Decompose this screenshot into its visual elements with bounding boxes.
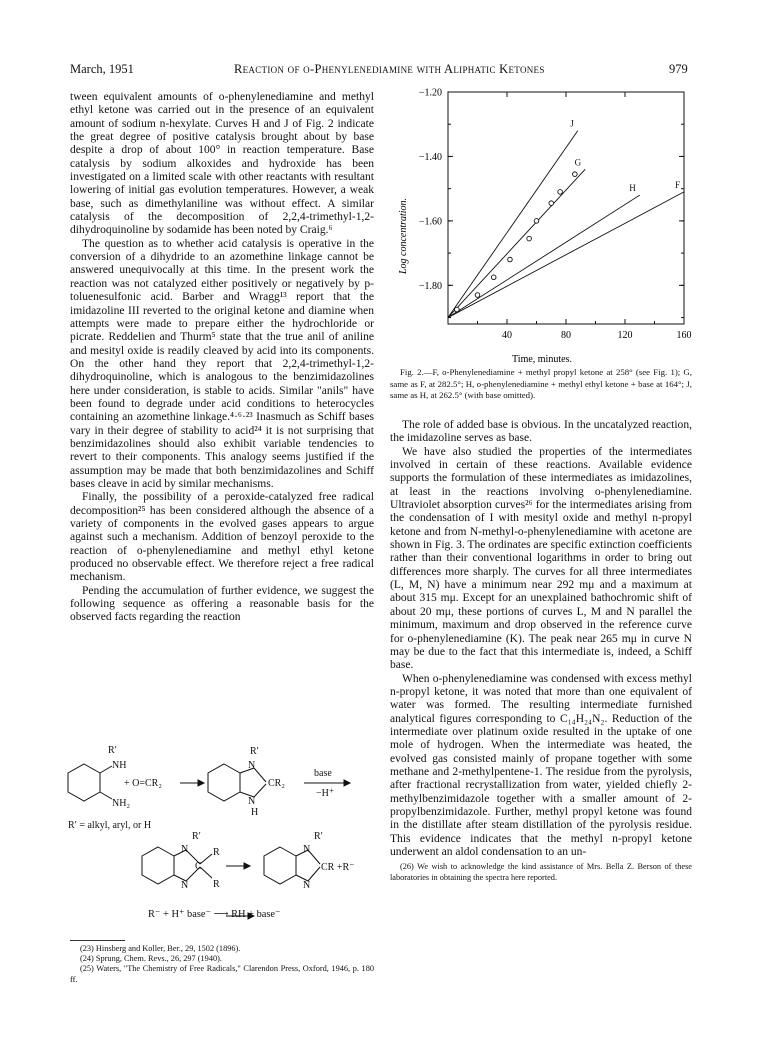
minus-h-label: −H⁺ bbox=[316, 788, 335, 799]
data-point bbox=[558, 190, 563, 195]
paragraph: The role of added base is obvious. In the uncatalyzed reaction, the imidazoline serves as base. bbox=[390, 419, 692, 445]
series-label-H: H bbox=[629, 183, 636, 194]
benzene-ring bbox=[142, 847, 174, 884]
plot-frame bbox=[448, 92, 684, 324]
series-label-J: J bbox=[570, 118, 574, 129]
data-point bbox=[475, 293, 480, 298]
paragraph: We have also studied the properties of the intermediates involved in certain of these reactions. Available evidence supports the formulation of these intermediates as imidazolines, at least in the reactions involving o-phenylenediamine. Ultraviolet absorption curves²⁶ for the intermediates arising from the condensation of I with mesityl oxide and methyl n-propyl ketone and from N-methyl-o-phenylenediamine with acetone are shown in Fig. 3. The ordinates are specific extinction coefficients rather than their conventional logarithms in order to bring out differences more sharply. The curves for all three intermediates (L, M, N) have a minimum near 292 mμ and a maximum at about 315 mμ. Except for an unexplained bathochromic shift of about 20 mμ, these portions of curves L, M and N parallel the minimum, maximum and drop observed in the reference curve for o-phenylenediamine (K). The peak near 265 mμ in curve N may be due to the fact that this intermediate is, indeed, a Schiff base. bbox=[390, 445, 692, 672]
series-label-G: G bbox=[574, 157, 582, 168]
x-tick-label: 120 bbox=[617, 330, 633, 341]
x-tick-label: 40 bbox=[502, 330, 512, 341]
y-axis-label: Log concentration. bbox=[398, 197, 409, 275]
data-point bbox=[549, 201, 554, 206]
series-label-F: F bbox=[674, 179, 680, 190]
right-column bbox=[390, 419, 692, 883]
r-prime-label: R′ bbox=[314, 831, 323, 842]
r-prime-label: R′ bbox=[192, 831, 201, 842]
left-column bbox=[70, 91, 374, 625]
page-number: 979 bbox=[669, 62, 688, 76]
cr-plus-label: CR +R⁻ bbox=[321, 862, 355, 873]
paragraph: When o-phenylenediamine was condensed with excess methyl n-propyl ketone, it was noted that more than one equivalent of water was formed. The resulting intermediate furnished analytical figures corresponding to C₁₄H₂₄N₂. Reduction of the intermediate over platinum oxide resulted in the uptake of one mole of hydrogen. When the intermediate was heated, the evolved gas consisted mainly of propane together with some methane and 2-methylpentene-1. The residue from the pyrolysis, after fractional recrystallization from water, yielded chiefly 2-methylbenzimidazole together with a smaller amount of 2-propylbenzimidazole. Further, methyl propyl ketone was found in the distillate after steam distillation of the pyrolysis residue. This evidence indicates that the methyl n-propyl ketone underwent an aldol condensation to an un- bbox=[390, 672, 692, 858]
r-definition: R′ = alkyl, aryl, or H bbox=[68, 820, 152, 831]
r-label: R bbox=[213, 879, 220, 890]
n-label: N bbox=[303, 844, 311, 855]
cr2-label: CR₂ bbox=[268, 778, 285, 789]
nh-label: NH bbox=[112, 760, 127, 771]
footnote-rule bbox=[70, 940, 125, 941]
data-point bbox=[534, 219, 539, 224]
series-line-F bbox=[448, 192, 684, 318]
n-label: N bbox=[181, 880, 189, 891]
x-axis-label: Time, minutes. bbox=[512, 354, 572, 365]
left-footnotes bbox=[70, 944, 374, 985]
data-point bbox=[527, 236, 532, 241]
y-tick-label: −1.60 bbox=[418, 216, 442, 228]
x-tick-label: 160 bbox=[676, 330, 692, 341]
c-label: C bbox=[195, 861, 202, 872]
base-label: base bbox=[314, 768, 332, 779]
data-point bbox=[508, 257, 513, 262]
footnote: (26) We wish to acknowledge the kind assistance of Mrs. Bella Z. Berson of these laboratories in obtaining the spectra here reported. bbox=[390, 862, 692, 882]
nh2-label: NH₂ bbox=[112, 798, 130, 809]
footnote: (23) Hinsberg and Koller, Ber., 29, 1502 (1896). bbox=[80, 944, 241, 953]
data-point bbox=[455, 307, 460, 312]
h-label: H bbox=[251, 807, 259, 818]
reaction-scheme bbox=[62, 742, 382, 930]
ketone-label: + O=CR₂ bbox=[124, 778, 162, 789]
footnote: (24) Sprung, Chem. Revs., 26, 297 (1940). bbox=[80, 954, 222, 964]
n-label: N bbox=[303, 880, 311, 891]
x-tick-label: 80 bbox=[561, 330, 571, 341]
figure-caption bbox=[390, 367, 692, 402]
paragraph: Pending the accumulation of further evidence, we suggest the following sequence as offering a reasonable basis for the observed facts regarding the reaction bbox=[70, 584, 374, 624]
series-line-J bbox=[448, 131, 578, 318]
paragraph: Finally, the possibility of a peroxide-catalyzed free radical decomposition²⁵ has been considered although the absence of a variety of components in the evolved gases appears to argue against such a mechanism. Addition of benzoyl peroxide to the reaction of o-phenylenediamine and methyl ethyl ketone produced no observable effect. We therefore reject a free radical mechanism. bbox=[70, 491, 374, 584]
paragraph: The question as to whether acid catalysis is operative in the conversion of a dihydride to an azomethine linkage cannot be answered unequivocally at this time. In the present work the reaction was not catalyzed either positively or negatively by p-toluenesulfonic acid. Barber and Wragg¹³ report that the imidazoline III reverted to the original ketone and diamine when attempts were made to prepare either the hydrochloride or picrate. Reddelien and Thurm⁵ state that the true anil of aniline and mesityl oxide is readily cleaved by acid into its components. On the other hand they report that 2,2,4-trimethyl-1,2-dihydroquinoline, which is analogous to the benzimidazolines here under consideration, is stable to acids. Similar "anils" have been found to degrade under acid conditions to heterocycles containing an azomethine linkage.⁴·⁶·²³ Inasmuch as Schiff bases vary in their degree of stability to acid²⁴ it is not surprising that benzimidazolines should also exhibit variable tendencies to revert to their components. This analogy seems justified if the assumption may be made that both benzimidazolines and Schiff bases cleave in acid by similar mechanisms. bbox=[70, 237, 374, 490]
n-label: N bbox=[248, 796, 256, 807]
paragraph: tween equivalent amounts of o-phenylenediamine and methyl ethyl ketone was carried out in the presence of an equivalent amount of sodium n-hexylate. Curves H and J of Fig. 2 indicate the great degree of positive catalysis brought about by base despite a drop of about 100° in reaction temperature. Base catalysis by sodium alkoxides and hydroxide has been investigated on a limited scale with other reactants with resultant lowering of initial gas evolution temperatures. However, a weak base, such as dimethylaniline was without effect. A similar catalysis of the decomposition of 2,2,4-trimethyl-1,2-dihydroquinoline by sodamide has been noted by Craig.⁶ bbox=[70, 91, 374, 237]
n-label: N bbox=[248, 760, 256, 771]
y-tick-label: −1.80 bbox=[418, 280, 442, 292]
y-tick-label: −1.40 bbox=[418, 151, 442, 163]
benzene-ring bbox=[68, 764, 100, 801]
footnote: (25) Waters, "The Chemistry of Free Radicals," Clarendon Press, Oxford, 1946, p. 180 ff. bbox=[70, 964, 374, 984]
data-point bbox=[491, 275, 496, 280]
figure-caption-text: Fig. 2.—F, o-Phenylenediamine + methyl propyl ketone at 258° (see Fig. 1); G, same as F, at 282.5°; H, o-phenylenediamine + methyl ethyl ketone + base at 164°; J, same as H, at 262.5° (with base omitted). bbox=[390, 367, 692, 401]
r-label: R bbox=[213, 847, 220, 858]
benzene-ring bbox=[264, 847, 296, 884]
r-prime-label: R′ bbox=[108, 745, 117, 756]
scheme-bottom-equation: R⁻ + H⁺ base⁻ ⟶ RH + base⁻ bbox=[148, 909, 281, 920]
n-label: N bbox=[181, 844, 189, 855]
benzene-ring bbox=[208, 764, 240, 801]
running-header-title: Reaction of o-Phenylenediamine with Aliphatic Ketones bbox=[234, 62, 545, 76]
y-tick-label: −1.20 bbox=[418, 87, 442, 99]
r-prime-label: R′ bbox=[250, 746, 259, 757]
figure-2-chart bbox=[392, 86, 692, 368]
running-header-date: March, 1951 bbox=[70, 62, 134, 76]
data-point bbox=[573, 172, 578, 177]
